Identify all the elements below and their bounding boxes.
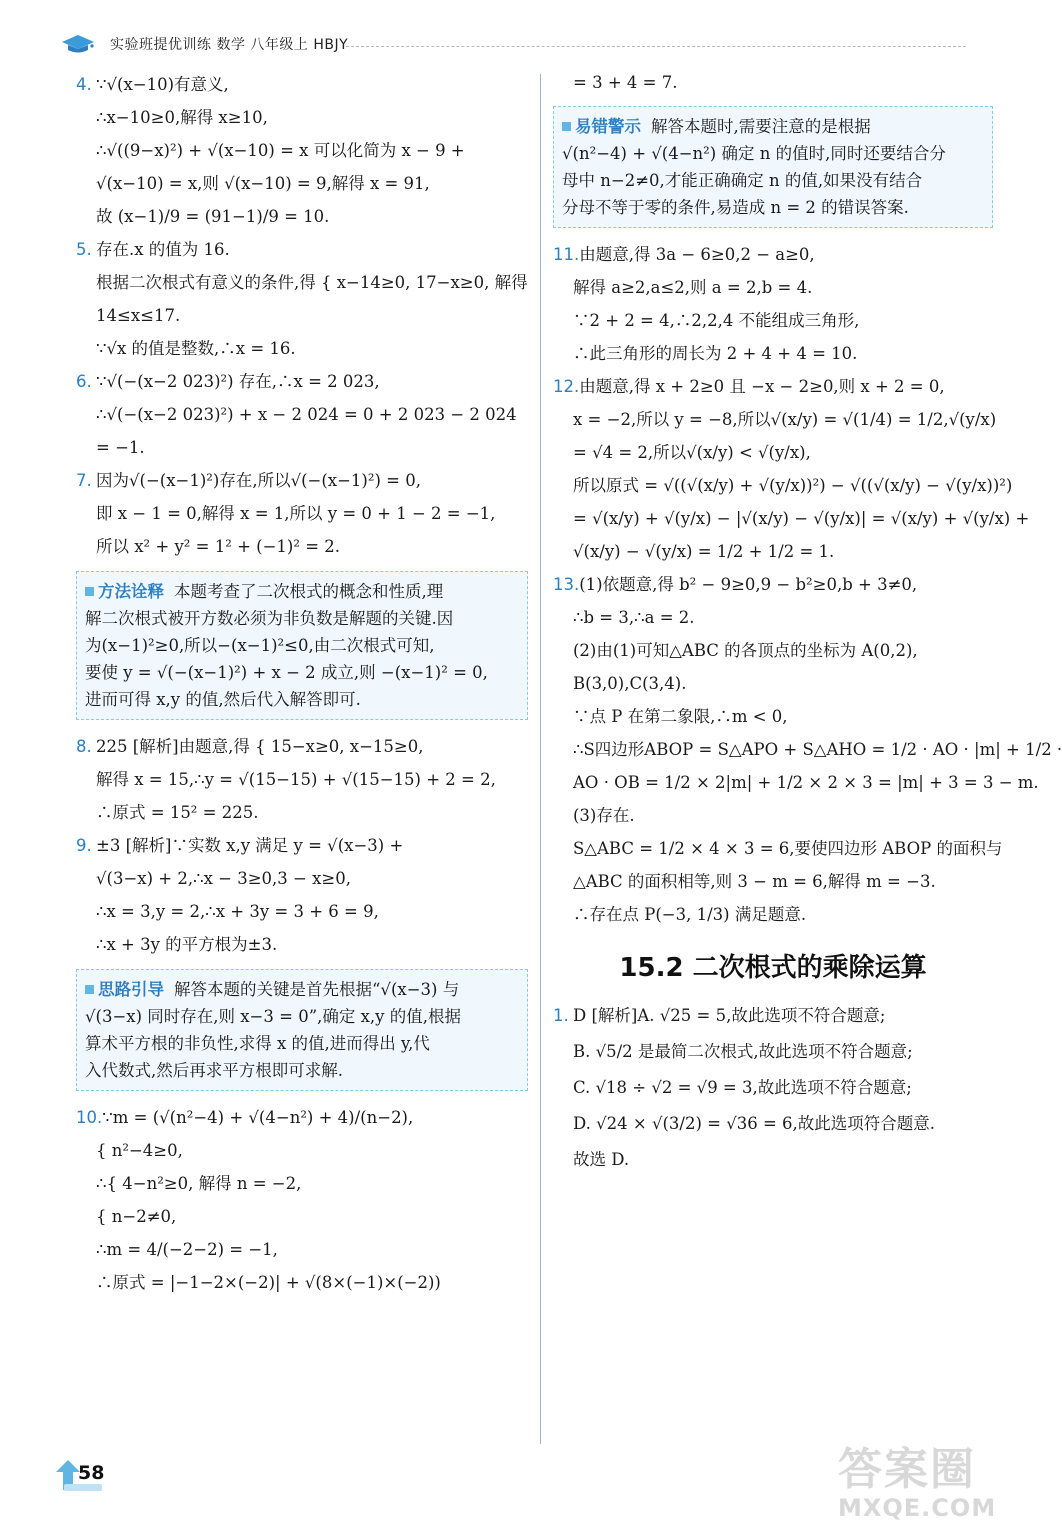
- answer-text: ∴S四边形ABOP = S△APO + S△AHO = 1/2 · AO · |m| + 1/2 ·: [573, 740, 1062, 759]
- answer-line: [76, 68, 528, 101]
- answer-line: [553, 998, 993, 1034]
- answers-4-7: [76, 68, 528, 563]
- answer-text: ±3 [解析]∵实数 x,y 满足 y = √(x−3) +: [96, 836, 404, 855]
- answer-10-continued: [553, 68, 993, 98]
- answer-text: ∴存在点 P(−3, 1/3) 满足题意.: [573, 905, 807, 924]
- answer-text: B. √5/2 是最简二次根式,故此选项不符合题意;: [573, 1042, 913, 1061]
- question-number: 6.: [76, 372, 92, 391]
- header-rule: [346, 46, 966, 47]
- answer-line: [76, 895, 528, 928]
- question-number: 12.: [553, 377, 580, 396]
- question-number: 5.: [76, 240, 92, 259]
- answer-text: S△ABC = 1/2 × 4 × 3 = 6,要使四边形 ABOP 的面积与: [573, 839, 1003, 858]
- answer-line: [553, 700, 993, 733]
- answer-line: [553, 799, 993, 832]
- answer-text: ∴m = 4/(−2−2) = −1,: [96, 1240, 278, 1259]
- answer-line: [553, 832, 1003, 865]
- page-number: 58: [78, 1462, 105, 1484]
- right-column: [553, 68, 1062, 1178]
- answer-text: 解得 a≥2,a≤2,则 a = 2,b = 4.: [573, 278, 813, 297]
- thinking-guide-line: 算术平方根的非负性,求得 x 的值,进而得出 y,代: [85, 1034, 430, 1053]
- error-warning-line: 解答本题时,需要注意的是根据: [651, 117, 871, 136]
- answer-text: ∴√((9−x)²) + √(x−10) = x 可以化简为 x − 9 +: [96, 141, 465, 160]
- answer-text: ∴x−10≥0,解得 x≥10,: [96, 108, 268, 127]
- answer-line: [553, 1070, 993, 1106]
- error-warning-line: √(n²−4) + √(4−n²) 确定 n 的值时,同时还要结合分: [562, 144, 946, 163]
- answer-line: [76, 365, 528, 398]
- answer-text: C. √18 ÷ √2 = √9 = 3,故此选项不符合题意;: [573, 1078, 912, 1097]
- answers-11-13: [553, 238, 1062, 931]
- answer-text: ∴此三角形的周长为 2 + 4 + 4 = 10.: [573, 344, 858, 363]
- answer-line: [76, 1167, 528, 1200]
- thinking-guide-line: 解答本题的关键是首先根据“√(x−3) 与: [174, 980, 460, 999]
- question-number: 10.: [76, 1108, 103, 1127]
- answer-line: [76, 200, 528, 233]
- method-note-line: 进而可得 x,y 的值,然后代入解答即可.: [85, 690, 361, 709]
- answer-line: [76, 497, 528, 530]
- answer-line: [553, 1142, 993, 1178]
- answer-text: 14≤x≤17.: [96, 306, 181, 325]
- answer-line: [76, 530, 528, 563]
- answer-text: ∴原式 = 15² = 225.: [96, 803, 259, 822]
- question-number: 8.: [76, 737, 92, 756]
- answer-line: [76, 862, 528, 895]
- answer-line: [76, 928, 528, 961]
- answer-line: [553, 502, 1030, 535]
- answer-text: 解得 x = 15,∴y = √(15−15) + √(15−15) + 2 = 2,: [96, 770, 496, 789]
- answer-text: = −1.: [96, 438, 145, 457]
- answer-text: ∵√x 的值是整数,∴x = 16.: [96, 339, 296, 358]
- answer-text: 所以 x² + y² = 1² + (−1)² = 2.: [96, 537, 341, 556]
- answer-text: (2)由(1)可知△ABC 的各顶点的坐标为 A(0,2),: [573, 641, 918, 660]
- answer-text: 故 (x−1)/9 = (91−1)/9 = 10.: [96, 207, 330, 226]
- answer-line: [553, 304, 993, 337]
- answer-text: ∴{ 4−n²≥0, 解得 n = −2,: [96, 1174, 302, 1193]
- method-note-line: 为(x−1)²≥0,所以−(x−1)²≤0,由二次根式可知,: [85, 636, 435, 655]
- answer-line: [553, 469, 1013, 502]
- answer-text: 因为√(−(x−1)²)存在,所以√(−(x−1)²) = 0,: [96, 471, 421, 490]
- section-title: 15.2 二次根式的乘除运算: [619, 953, 927, 983]
- watermark-logo-text: 答案圈: [838, 1444, 976, 1495]
- answer-line: [76, 796, 528, 829]
- answers-15-2-q1: [553, 998, 993, 1178]
- answer-line: [553, 403, 997, 436]
- question-number: 13.: [553, 575, 580, 594]
- answer-line: [76, 1200, 528, 1233]
- answer-text: △ABC 的面积相等,则 3 − m = 6,解得 m = −3.: [573, 872, 936, 891]
- thinking-guide-label: 思路引导: [85, 976, 164, 1003]
- left-column: [76, 68, 528, 1299]
- answer-text: (1)依题意,得 b² − 9≥0,9 − b²≥0,b + 3≠0,: [579, 575, 918, 594]
- answer-text: ∵2 + 2 = 4,∴2,2,4 不能组成三角形,: [573, 311, 860, 330]
- answer-text: ∵点 P 在第二象限,∴m < 0,: [573, 707, 788, 726]
- answers-8-9: [76, 730, 528, 961]
- error-warning-label: 易错警示: [562, 113, 641, 140]
- answer-text: (3)存在.: [573, 806, 635, 825]
- method-note-box: [76, 571, 528, 720]
- question-number: 1.: [553, 1006, 569, 1025]
- answer-text: ∴原式 = |−1−2×(−2)| + √(8×(−1)×(−2)): [96, 1273, 441, 1292]
- answer-text: B(3,0),C(3,4).: [573, 674, 687, 693]
- answer-text: AO · OB = 1/2 × 2|m| + 1/2 × 2 × 3 = |m| + 3 = 3 − m.: [573, 773, 1039, 792]
- answer-line: [76, 431, 528, 464]
- answer-text: √(3−x) + 2,∴x − 3≥0,3 − x≥0,: [96, 869, 351, 888]
- answer-text: ∵√(x−10)有意义,: [96, 75, 229, 94]
- answer-line: [553, 634, 993, 667]
- answer-text: { n−2≠0,: [96, 1207, 177, 1226]
- error-warning-line: 分母不等于零的条件,易造成 n = 2 的错误答案.: [562, 198, 909, 217]
- answer-line: [76, 763, 528, 796]
- answer-line: [553, 1106, 993, 1142]
- answer-text: x = −2,所以 y = −8,所以√(x/y) = √(1/4) = 1/2,√(y/x): [573, 410, 997, 429]
- watermark: [838, 1446, 996, 1522]
- thinking-guide-box: [76, 969, 528, 1091]
- answer-line: [76, 299, 528, 332]
- question-number: 9.: [76, 836, 92, 855]
- answer-text: √(x/y) − √(y/x) = 1/2 + 1/2 = 1.: [573, 542, 835, 561]
- page-header: [0, 0, 1007, 58]
- question-number: 11.: [553, 245, 580, 264]
- method-note-line: 要使 y = √(−(x−1)²) + x − 2 成立,则 −(x−1)² = 0,: [85, 663, 488, 682]
- answer-line: [76, 829, 528, 862]
- answer-text: ∵m = (√(n²−4) + √(4−n²) + 4)/(n−2),: [102, 1108, 414, 1127]
- question-number: 7.: [76, 471, 92, 490]
- answer-line: [76, 1266, 528, 1299]
- method-note-line: 解二次根式被开方数必须为非负数是解题的关键.因: [85, 609, 454, 628]
- answer-text: = √(x/y) + √(y/x) − |√(x/y) − √(y/x)| = √(x/y) + √(y/x) +: [573, 509, 1030, 528]
- answer-text: 根据二次根式有意义的条件,得 { x−14≥0, 17−x≥0, 解得: [96, 273, 528, 292]
- answer-text: 即 x − 1 = 0,解得 x = 1,所以 y = 0 + 1 − 2 = −1,: [96, 504, 496, 523]
- answer-line: [553, 238, 993, 271]
- answer-line: [553, 436, 993, 469]
- answer-line: [76, 101, 528, 134]
- answer-text: D [解析]A. √25 = 5,故此选项不符合题意;: [573, 1006, 886, 1025]
- method-note-line: 本题考查了二次根式的概念和性质,理: [174, 582, 444, 601]
- answer-line: [76, 730, 528, 763]
- answer-text: 由题意,得 3a − 6≥0,2 − a≥0,: [579, 245, 815, 264]
- answer-text: 由题意,得 x + 2≥0 且 −x − 2≥0,则 x + 2 = 0,: [579, 377, 945, 396]
- book-logo-icon: [60, 32, 96, 54]
- answer-text: = 3 + 4 = 7.: [573, 73, 678, 92]
- answer-10: [76, 1101, 528, 1299]
- answer-line: [553, 535, 993, 568]
- answer-line: [76, 464, 528, 497]
- answer-line: [553, 898, 993, 931]
- answer-line: [553, 370, 993, 403]
- answer-text: ∴√(−(x−2 023)²) + x − 2 024 = 0 + 2 023 − 2 024: [96, 405, 517, 424]
- answer-line: [553, 337, 993, 370]
- answer-text: D. √24 × √(3/2) = √36 = 6,故此选项符合题意.: [573, 1114, 936, 1133]
- question-number: 4.: [76, 75, 92, 94]
- answer-line: [553, 68, 993, 98]
- answer-line: [76, 332, 528, 365]
- answer-line: [553, 733, 1062, 766]
- answer-line: [76, 266, 528, 299]
- answer-line: [553, 1034, 993, 1070]
- answer-line: [76, 1233, 528, 1266]
- answer-line: [76, 233, 528, 266]
- thinking-guide-line: 入代数式,然后再求平方根即可求解.: [85, 1061, 343, 1080]
- method-note-label: 方法诠释: [85, 578, 164, 605]
- answer-text: = √4 = 2,所以√(x/y) < √(y/x),: [573, 443, 811, 462]
- answer-line: [553, 766, 1039, 799]
- answer-line: [553, 568, 993, 601]
- answer-line: [553, 667, 993, 700]
- answer-line: [553, 271, 993, 304]
- answer-text: ∴x = 3,y = 2,∴x + 3y = 3 + 6 = 9,: [96, 902, 379, 921]
- answer-text: √(x−10) = x,则 √(x−10) = 9,解得 x = 91,: [96, 174, 430, 193]
- watermark-url: MXQE.COM: [838, 1494, 997, 1522]
- answer-text: 225 [解析]由题意,得 { 15−x≥0, x−15≥0,: [96, 737, 424, 756]
- column-divider: [540, 74, 541, 1444]
- answer-line: [76, 134, 528, 167]
- answer-line: [76, 167, 528, 200]
- answer-text: 所以原式 = √((√(x/y) + √(y/x))²) − √((√(x/y) − √(y/x))²): [573, 476, 1013, 495]
- answer-text: 故选 D.: [573, 1150, 630, 1169]
- answer-text: ∴x + 3y 的平方根为±3.: [96, 935, 278, 954]
- answer-line: [76, 1134, 528, 1167]
- error-warning-box: [553, 106, 993, 228]
- answer-text: { n²−4≥0,: [96, 1141, 183, 1160]
- answer-text: ∵√(−(x−2 023)²) 存在,∴x = 2 023,: [96, 372, 380, 391]
- header-title: 实验班提优训练 数学 八年级上 HBJY: [110, 37, 349, 53]
- answer-line: [76, 398, 528, 431]
- thinking-guide-line: √(3−x) 同时存在,则 x−3 = 0”,确定 x,y 的值,根据: [85, 1007, 461, 1026]
- answer-line: [553, 865, 993, 898]
- answer-text: 存在.x 的值为 16.: [96, 240, 230, 259]
- answer-line: [553, 601, 993, 634]
- answer-line: [76, 1101, 528, 1134]
- answer-text: ∴b = 3,∴a = 2.: [573, 608, 695, 627]
- error-warning-line: 母中 n−2≠0,才能正确确定 n 的值,如果没有结合: [562, 171, 923, 190]
